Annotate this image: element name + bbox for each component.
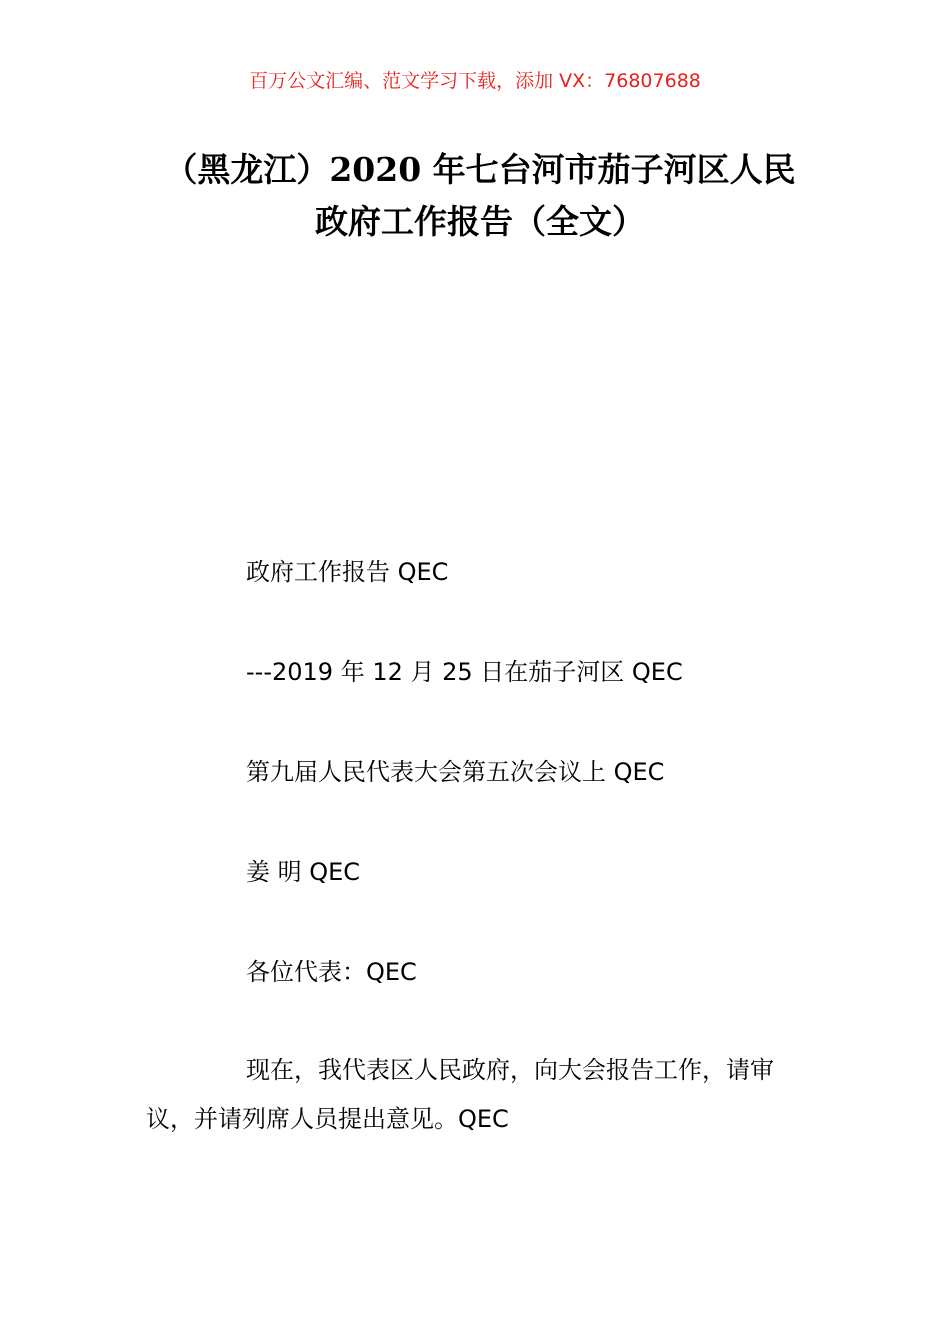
paragraph-opening: 现在，我代表区人民政府，向大会报告工作，请审议，并请列席人员提出意见。QEC [146,1056,774,1133]
paragraph-meeting: 第九届人民代表大会第五次会议上 QEC [246,758,665,786]
paragraph-report-name: 政府工作报告 QEC [246,558,449,586]
paragraph-date-place: ---2019 年 12 月 25 日在茄子河区 QEC [246,658,683,686]
paragraph-salutation: 各位代表：QEC [246,958,417,986]
document-title [140,144,820,248]
promo-banner: 百万公文汇编、范文学习下载，添加 VX：76807688 [249,70,701,92]
paragraph-author: 姜 明 QEC [246,858,361,886]
title-line-2: 政府工作报告（全文） [315,202,645,241]
title-line-1: （黑龙江）2020 年七台河市茄子河区人民 [164,150,796,189]
